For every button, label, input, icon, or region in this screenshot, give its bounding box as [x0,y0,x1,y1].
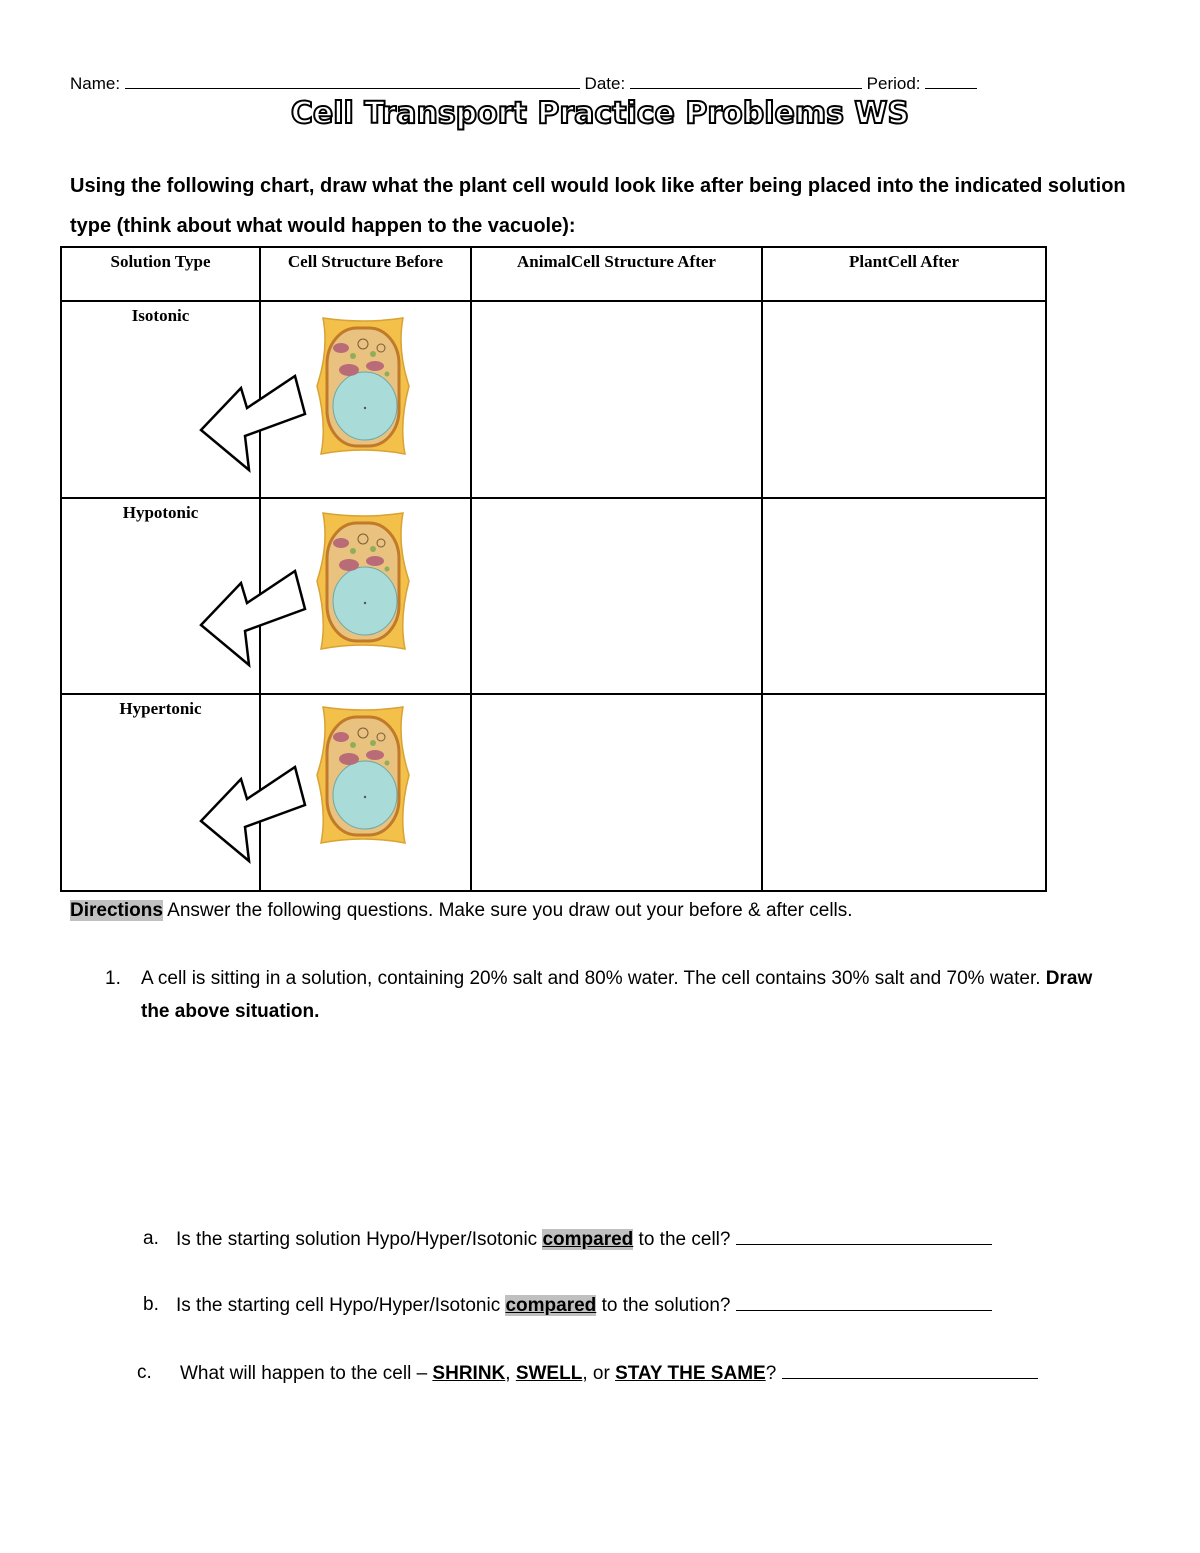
subquestion-label: c. [137,1362,152,1383]
row-label-isotonic: Isotonic [131,306,190,325]
subquestion-c [137,1362,1038,1385]
page-title: Cell Transport Practice Problems WS [290,96,910,131]
directions-text: Answer the following questions. Make sure you draw out your before & after cells. [162,900,853,921]
date-blank[interactable] [630,74,862,89]
subquestion-text: What will happen to the cell – [180,1363,433,1384]
plant-cell-icon [313,703,413,847]
subquestion-label: b. [143,1294,159,1315]
table-row [61,301,1046,498]
subquestion-b [143,1294,992,1317]
separator: , or [582,1363,616,1384]
period-label: Period: [866,74,921,93]
subquestion-text: ? [765,1363,782,1384]
row-label-hypertonic: Hypertonic [119,699,202,718]
plant-cell-icon [313,314,413,458]
question-1-drawing-area[interactable] [105,1035,1105,1215]
subquestion-label: a. [143,1228,159,1249]
column-header: PlantCell After [849,252,959,271]
keyword-compared: compared [542,1229,634,1250]
name-label: Name: [70,74,121,93]
separator: , [505,1363,516,1384]
plant-cell-icon [313,509,413,653]
subquestion-text: to the solution? [596,1295,736,1316]
keyword-compared: compared [505,1295,597,1316]
answer-blank-c[interactable] [782,1362,1038,1379]
subquestion-text: to the cell? [633,1229,736,1250]
chart-instructions: Using the following chart, draw what the plant cell would look like after being placed into the indicated solution type (think about what would happen to the vacuole): [70,175,1126,237]
column-header: AnimalCell Structure After [517,252,716,271]
option-stay-the-same: STAY THE SAME [615,1363,766,1384]
table-row [61,498,1046,694]
question-number: 1. [105,968,121,989]
animal-cell-drawing-area[interactable] [471,301,762,498]
table-row [61,694,1046,891]
column-header: Cell Structure Before [287,252,444,271]
animal-cell-drawing-area[interactable] [471,694,762,891]
subquestion-text: Is the starting cell Hypo/Hyper/Isotonic [176,1295,506,1316]
subquestion-text: Is the starting solution Hypo/Hyper/Isotonic [176,1229,543,1250]
option-shrink: SHRINK [432,1363,506,1384]
answer-blank-a[interactable] [736,1228,992,1245]
row-label-hypotonic: Hypotonic [122,503,199,522]
directions [70,900,853,922]
plant-cell-drawing-area[interactable] [762,498,1046,694]
question-emphasis: Draw the above situation. [141,968,1093,1022]
question-1 [105,962,1115,1028]
subquestion-a [143,1228,992,1251]
answer-blank-b[interactable] [736,1294,992,1311]
option-swell: SWELL [515,1363,583,1384]
animal-cell-drawing-area[interactable] [471,498,762,694]
plant-cell-drawing-area[interactable] [762,694,1046,891]
header-line [70,74,977,94]
solution-chart [60,246,1047,892]
plant-cell-drawing-area[interactable] [762,301,1046,498]
column-header: Solution Type [110,252,211,271]
date-label: Date: [584,74,626,93]
question-text: A cell is sitting in a solution, containing 20% salt and 80% water. The cell contains 30% salt and 70% water. [141,968,1046,989]
period-blank[interactable] [925,74,977,89]
directions-label: Directions [70,900,163,921]
table-header-row [61,247,1046,301]
name-blank[interactable] [125,74,580,89]
